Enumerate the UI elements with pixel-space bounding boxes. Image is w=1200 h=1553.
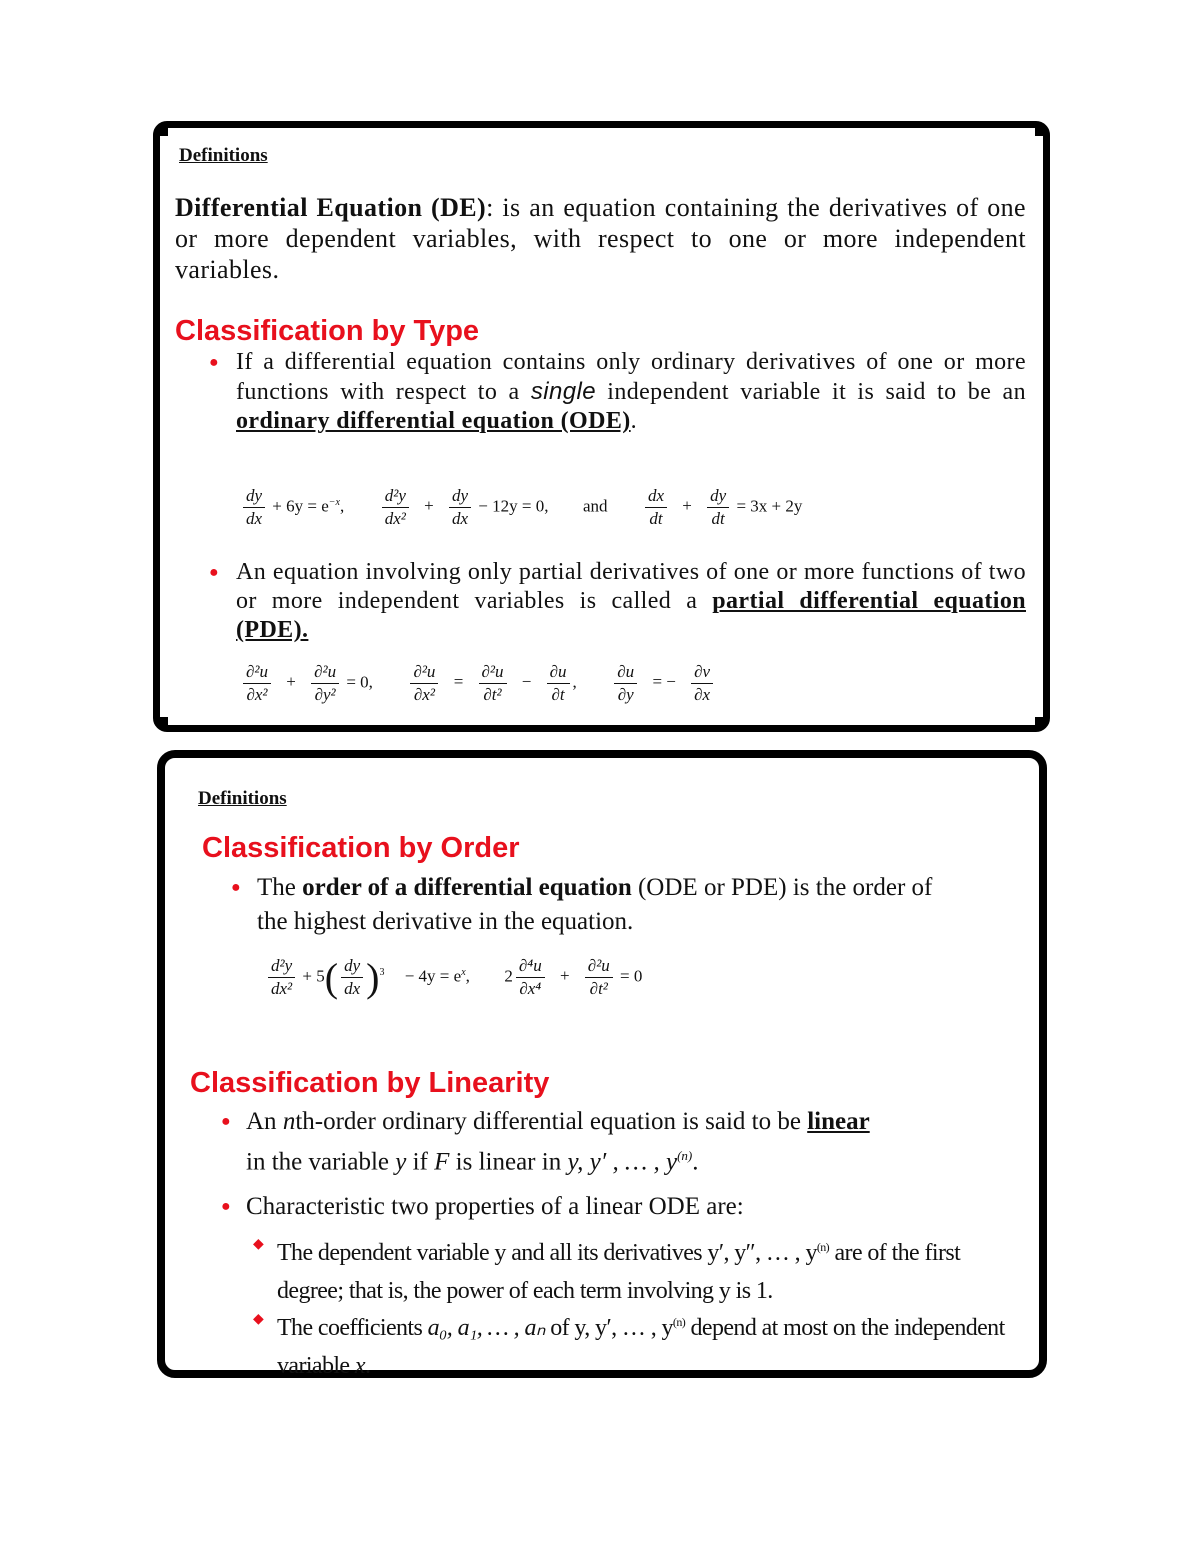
- exponent: 3: [379, 966, 385, 978]
- ode-examples: $\frac{dy}{dx}$ + $6y = e^{-x}$, $\frac{\text{d²y}}{\text{dx²}}$ + $\frac{dy}{dx}$ − 12y = 0, and $\frac{dx}{dt}$ + $\frac{dy}{dt}$ = 3x + 2y: [240, 486, 802, 529]
- property-2: The coefficients a₀, a₁, … , aₙ of y, y′, … , $y^{(n)}$ depend at most on the independent variable x.: [277, 1315, 1005, 1379]
- fraction: $\frac{dy}{dx}$: [341, 956, 363, 999]
- ode-single: single: [530, 378, 596, 405]
- pde-examples: $\frac{\text{∂²u}}{\text{∂x²}}$ + $\frac{\text{∂²u}}{\text{∂y²}}$ = 0, $\frac{\text{∂²u}}{\text{∂x²}}$ = $\frac{\text{∂²u}}{\text{∂t²}}$ − $\frac{\partial u}{\partial t}$ , $\frac{\partial u}{\partial y}$ = − $\frac{\partial v}{\partial x}$: [240, 662, 716, 705]
- fraction: $\frac{dy}{dt}$: [707, 486, 729, 529]
- ode-text: If a differential equation contains only ordinary derivatives of one or more functions with respect to a: [236, 349, 1026, 405]
- ode-text: independent variable it is said to be an: [595, 379, 1026, 405]
- characteristic-intro: Characteristic two properties of a linear ODE are:: [246, 1193, 744, 1220]
- ode-end: .: [630, 408, 638, 434]
- fraction: $\frac{\partial v}{\partial x}$: [691, 662, 713, 705]
- corner-mark: [1035, 717, 1045, 727]
- order-definition: The order of a differential equation (ODE or PDE) is the order of the highest derivative in the equation.: [257, 874, 933, 935]
- linearity-text: th-order ordinary differential equation is said to be: [295, 1108, 808, 1135]
- ode-definition: [236, 348, 1026, 436]
- pde-text: An equation involving only partial derivatives of one or more functions of two or more independent variables is called a: [236, 559, 1026, 614]
- order-term: order of a differential equation: [302, 874, 632, 901]
- exponent: −x: [328, 496, 340, 508]
- fraction: $\frac{\text{d²y}}{\text{dx²}}$: [268, 956, 295, 999]
- pde-term: partial differential equation (PDE).: [236, 588, 1026, 643]
- bullet-icon: ●: [221, 1113, 231, 1130]
- sub-bullet-icon: ◆: [253, 1237, 264, 1252]
- ode-term: ordinary differential equation (ODE): [236, 408, 631, 434]
- equation-text: − 12y = 0,: [478, 496, 549, 516]
- fraction: $\frac{dy}{dx}$: [243, 486, 265, 529]
- equation-text: = 3x + 2y: [736, 496, 803, 516]
- definitions-label: Definitions: [198, 788, 287, 809]
- de-definition: [175, 192, 1026, 285]
- linear-term: linear: [807, 1108, 870, 1135]
- bullet-icon: ●: [221, 1198, 231, 1215]
- fraction: $\frac{\text{∂²u}}{\text{∂t²}}$: [479, 662, 507, 705]
- order-text: (ODE or PDE) is the order of the highest derivative in the equation.: [257, 874, 933, 935]
- fraction: $\frac{\text{∂⁴u}}{\text{∂x⁴}}$: [516, 956, 545, 999]
- sub-bullet-icon: ◆: [253, 1312, 264, 1327]
- fraction: $\frac{\text{d²y}}{\text{dx²}}$: [382, 486, 409, 529]
- definitions-label: Definitions: [179, 145, 268, 166]
- bullet-icon: ●: [231, 879, 241, 896]
- order-examples: $\frac{\text{d²y}}{\text{dx²}}$ + 5( $\frac{dy}{dx}$ )$^3 - 4y = e^x$, 2 $\frac{\text{∂⁴u}}{\text{∂x⁴}}$ + $\frac{\text{∂²u}}{\text{∂t²}}$ = 0: [265, 954, 642, 1001]
- fraction: $\frac{\text{∂²u}}{\text{∂t²}}$: [585, 956, 613, 999]
- fraction: $\frac{\partial u}{\partial y}$: [614, 662, 637, 705]
- linearity-heading: Classification by Linearity: [190, 1067, 550, 1099]
- equation-text: = 0: [620, 966, 643, 986]
- bullet-icon: ●: [209, 354, 219, 371]
- equation-text: + 5: [302, 966, 325, 986]
- equation-text: − 4y = e: [404, 966, 462, 986]
- de-term: Differential Equation (DE): [175, 193, 487, 222]
- property-1: The dependent variable y and all its derivatives y′, y″, … , $y^{(n)}$ are of the first degree; that is, the power of each term involving y is 1.: [277, 1240, 961, 1304]
- fraction: $\frac{\partial u}{\partial t}$: [547, 662, 570, 705]
- fraction: $\frac{dx}{dt}$: [645, 486, 667, 529]
- definitions-slide-order-linearity: [157, 750, 1047, 1378]
- fraction: $\frac{\text{∂²u}}{\text{∂y²}}$: [311, 662, 339, 705]
- fraction: $\frac{\text{∂²u}}{\text{∂x²}}$: [243, 662, 271, 705]
- and-label: and: [582, 496, 608, 516]
- corner-mark: [158, 126, 168, 136]
- equation-text: + 6y = e: [272, 496, 329, 516]
- order-heading: Classification by Order: [202, 832, 520, 864]
- fraction: $\frac{dy}{dx}$: [449, 486, 471, 529]
- exponent: x: [461, 966, 466, 978]
- definitions-slide-type: [153, 121, 1050, 732]
- equation-text: = 0,: [346, 672, 373, 692]
- type-heading: Classification by Type: [175, 315, 480, 347]
- coefficients: a₀, a₁, … , aₙ: [427, 1315, 545, 1341]
- corner-mark: [1035, 126, 1045, 136]
- corner-mark: [158, 717, 168, 727]
- bullet-icon: ●: [209, 564, 219, 581]
- de-definition-text: : is an equation containing the derivatives of one or more dependent variables, with respect to one or more independent variables.: [175, 193, 1026, 284]
- pde-definition: [236, 558, 1026, 645]
- fraction: $\frac{\text{∂²u}}{\text{∂x²}}$: [410, 662, 438, 705]
- linearity-vars: y, y′ , … , y: [567, 1148, 678, 1176]
- linearity-definition: An nth-order ordinary differential equation is said to be linear in the variable y if F is linear in y, y′ , … , $y^{(n)}$.: [246, 1108, 870, 1176]
